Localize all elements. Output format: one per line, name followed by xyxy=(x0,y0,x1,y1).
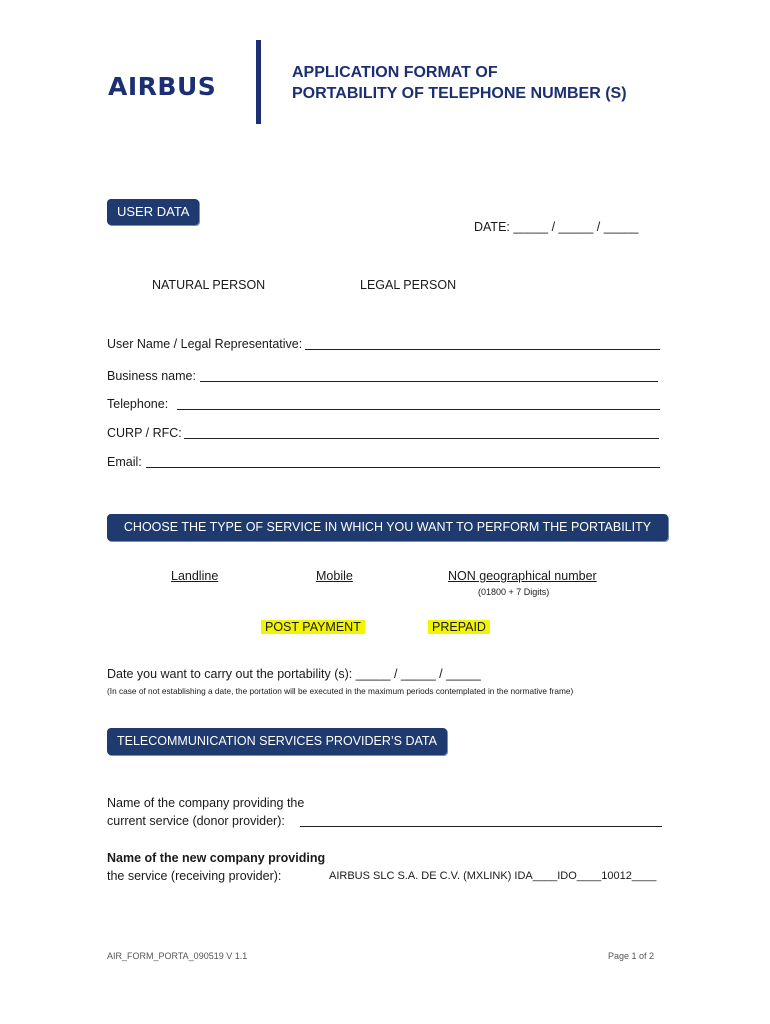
post-payment-option[interactable]: POST PAYMENT xyxy=(261,620,365,634)
legal-person-option[interactable]: LEGAL PERSON xyxy=(360,278,457,292)
donor-provider-input[interactable] xyxy=(300,826,662,827)
title-line-1: APPLICATION FORMAT OF xyxy=(292,64,498,81)
prepaid-option[interactable]: PREPAID xyxy=(428,620,490,634)
service-type-section-label: CHOOSE THE TYPE OF SERVICE IN WHICH YOU WANT TO PERFORM THE PORTABILITY xyxy=(107,514,668,541)
receiving-provider-value: AIRBUS SLC S.A. DE C.V. (MXLINK) IDA____IDO____10012____ xyxy=(329,870,657,882)
donor-label-line-1: Name of the company providing the xyxy=(107,796,305,810)
title-line-2: PORTABILITY OF TELEPHONE NUMBER (S) xyxy=(292,85,627,102)
non-geographical-note: (01800 + 7 Digits) xyxy=(478,587,550,597)
business-name-label: Business name: xyxy=(107,369,196,383)
natural-person-option[interactable]: NATURAL PERSON xyxy=(152,278,266,292)
page-number: Page 1 of 2 xyxy=(608,951,655,961)
landline-option[interactable]: Landline xyxy=(171,569,219,583)
business-name-input[interactable] xyxy=(200,381,658,382)
header-divider xyxy=(256,40,261,124)
non-geographical-option[interactable]: NON geographical number xyxy=(448,569,597,583)
receiving-label-line-1: Name of the new company providing xyxy=(107,851,326,865)
user-name-label: User Name / Legal Representative: xyxy=(107,337,303,351)
user-data-section-label: USER DATA xyxy=(107,199,199,225)
date-field[interactable]: DATE: _____ / _____ / _____ xyxy=(474,220,639,234)
curp-rfc-input[interactable] xyxy=(184,438,659,439)
receiving-label-line-2: the service (receiving provider): xyxy=(107,869,282,883)
email-input[interactable] xyxy=(146,467,660,468)
email-label: Email: xyxy=(107,455,142,469)
form-code: AIR_FORM_PORTA_090519 V 1.1 xyxy=(107,951,248,961)
curp-rfc-label: CURP / RFC: xyxy=(107,426,182,440)
airbus-logo: AIRBUS xyxy=(108,72,217,101)
telephone-input[interactable] xyxy=(177,409,660,410)
portability-date-note: (In case of not establishing a date, the portation will be executed in the maximum periods contemplated in the normative frame) xyxy=(107,686,574,696)
provider-section-label: TELECOMMUNICATION SERVICES PROVIDER’S DATA xyxy=(107,728,447,755)
document-title xyxy=(292,62,627,104)
user-name-input[interactable] xyxy=(305,349,660,350)
portability-date-field[interactable]: Date you want to carry out the portability (s): _____ / _____ / _____ xyxy=(107,667,481,681)
mobile-option[interactable]: Mobile xyxy=(316,569,353,583)
telephone-label: Telephone: xyxy=(107,397,169,411)
donor-label-line-2: current service (donor provider): xyxy=(107,814,285,828)
